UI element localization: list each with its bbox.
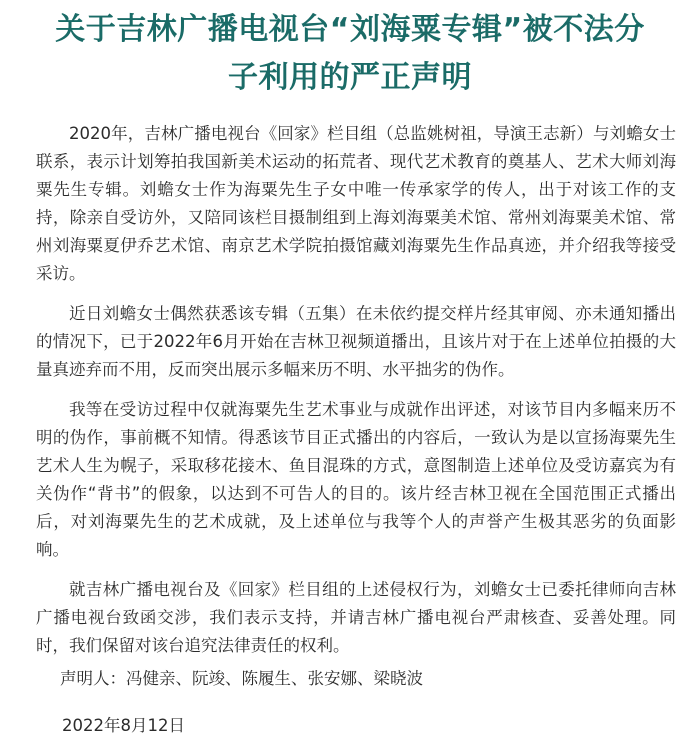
title-line-2: 子利用的严正声明 [228, 60, 472, 95]
paragraph-background: 2020年，吉林广播电视台《回家》栏目组（总监姚树祖，导演王志新）与刘蟾女士联系，表示计划筹拍我国新美术运动的拓荒者、现代艺术教育的奠基人、艺术大师刘海粟先生专辑。刘蟾女士作为海粟先生子女中唯一传承家学的传人，出于对该工作的支持，除亲自受访外，又陪同该栏目摄制组到上海刘海粟美术馆、常州刘海粟美术馆、常州刘海粟夏伊乔艺术馆、南京艺术学院拍摄馆藏刘海粟先生作品真迹，并介绍我等接受采访。 [36, 124, 676, 283]
title-line-1: 关于吉林广播电视台“刘海粟专辑”被不法分 [55, 12, 645, 47]
statement-date: 2022年8月12日 [62, 716, 185, 735]
statement-title [0, 6, 700, 102]
paragraph-legal-action: 就吉林广播电视台及《回家》栏目组的上述侵权行为，刘蟾女士已委托律师向吉林广播电视台致函交涉，我们表示支持，并请吉林广播电视台严肃核查、妥善处理。同时，我们保留对该台追究法律责任的权利。 [36, 580, 676, 655]
statement-body [36, 120, 676, 672]
paragraph-position: 我等在受访过程中仅就海粟先生艺术事业与成就作出评述，对该节目内多幅来历不明的伪作，事前概不知情。得悉该节目正式播出的内容后，一致认为是以宣扬海粟先生艺术人生为幌子，采取移花接木、鱼目混珠的方式，意图制造上述单位及受访嘉宾为有关伪作“背书”的假象，以达到不可告人的目的。该片经吉林卫视在全国范围正式播出后，对刘海粟先生的艺术成就，及上述单位与我等个人的声誉产生极其恶劣的负面影响。 [36, 400, 676, 559]
signers-line: 声明人：冯健亲、阮竣、陈履生、张安娜、梁晓波 [60, 669, 423, 688]
paragraph-broadcast: 近日刘蟾女士偶然获悉该专辑（五集）在未依约提交样片经其审阅、亦未通知播出的情况下，已于2022年6月开始在吉林卫视频道播出，且该片对于在上述单位拍摄的大量真迹弃而不用，反而突出展示多幅来历不明、水平拙劣的伪作。 [36, 304, 676, 379]
